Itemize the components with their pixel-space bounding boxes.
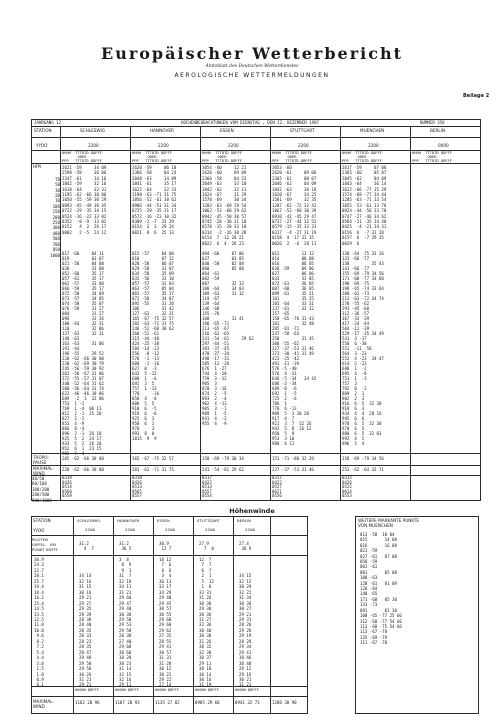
pressure-level: 20 [55,193,60,199]
gipfel-value: 31.2 36 5 [119,541,132,552]
maxwind-data: 220 -62 -66 30 88 [62,467,104,472]
station-code: 2200 [158,143,169,148]
pressure-level: 1000 [50,252,60,258]
station-name: STUTTGART [290,128,315,133]
wind-footer: 00000 DDFFF [155,688,179,692]
gipfel-value: 30.9 12 7 [159,541,172,552]
divider [60,126,61,500]
significant-level-data: 015 -57 04 08 018 07 12 028 -58 06 07 029 -58 31 07 034 -58 35 09 035 -56 33 10 057 -57 31 03 063 -57 05 04 065 -57 35 17 072 -58 34 07 095 -55 31 20 106 31 42 127 -63 32 31 165 -67 -75 32 57 202 -63 -71 31 75 246 -51 -60 30 62 260 -52 -61 315 -44 -48 424 -25 -30 504 -14 -23 556 -8 -12 570 -1 -13 600 -1 -16 627 0 -3 642 5 -12 680 1 -6 692 3 5 757 1 -13 770 -16 850 4 -8 888 5 5 910 6 -5 919 6 -6 925 6 3 950 6 1 970 3 993 8 0 1015 9 9 [132,251,174,441]
bulletin-title: Europäischer Wetterbericht [101,44,403,63]
hoehenwinde-heading: Höhenwinde [229,507,275,515]
wind-footer: 00000 DDFFF [195,688,219,692]
divider [31,465,480,466]
layer-data: 0317 0422 0527 0621 0556 [272,475,282,498]
divider [31,137,480,138]
wind-values: 12 7 7 7 6 7 2 1 5 12 1 8 33 31 31 26 30 38 29 30 30 36 31 27 32 36 30 40 30 38 31 26 30 32 32 38 30 37 29 11 30 18 30 14 30 16 31 19 [199,557,214,688]
column-header: HHHH TTTDTD DDFFF ODER PPP TTTDTD DDFFF [272,151,312,164]
maxwind-data: 227 -37 -53 31 46 [272,467,314,472]
weitere-values: 013 -58 10 04 015 14 08 016 16 08 021 -59 027 -61 07 08 058 -59 063 -61 081 05 08 100 -63 120 -61 01 09 126 -64 140 -65 171 -68 05 30 133 -73 091 01 30 100 -65 -77 25 66 112 -68 -77 54 66 112 -68 -75 54 66 113 -67 -78 135 -69 -79 111 -67 -78 [360,532,402,646]
significant-level-data: 094 -60 07 06 037 03 05 040 -58 02 08 060 05 08 064 -61 082 -59 087 32 13 100 -64 34 03 109 -63 31 12 119 -67 139 -64 146 -68 155 -70 168 31 41 190 -65 -71 213 -65 -67 216 -62 -65 241 -54 -61 29 62 297 -44 -51 393 -37 -45 470 -27 -34 490 -17 -31 505 -12 -26 676 1 -27 744 4 -20 759 3 -12 905 3 870 3 -16 874 2 -5 893 2 -4 902 4 -13 905 3 -1 909 1 -5 941 4 -2 955 4 -9 [202,251,254,426]
max-wind-value: 0985 29 60 [195,700,220,705]
bulletin-subtitle: Amtsblatt des Deutschen Wetterdienstes [205,64,299,69]
station-code: 2200 [298,143,309,148]
layer-labels: 40/50 60/100 100/200 200/500 500/1000 [32,476,52,503]
maxwind-data: 253 -62 -64 32 71 [342,467,384,472]
tropopause-data: 151 -71 -80 33 29 [272,456,314,461]
layer-data: 0318 0426 0513 0565 0557 [132,475,142,498]
station-label: STATION [34,128,52,133]
pressure-level: 70 [55,176,60,182]
column-header: HHHH TTTDTD DDFFF ODER PPP TTTDTD DDFFF [62,151,102,164]
pressure-level: 100 [52,203,60,209]
divider [73,516,74,713]
pressure-level: 300 [52,225,60,231]
layer-data [412,476,479,499]
max-wind-value: 1182 28 96 [75,700,100,705]
max-wind-value: 1135 27 82 [155,700,180,705]
column-header: HHHH TTTDTD DDFFF ODER PPP TTTDTD DDFFF [412,151,452,164]
maxwind-data: 201 -63 -71 31 75 [132,467,174,472]
wind-station-code: 2206 [205,527,215,532]
column-header: HHHH TTTDTD DDFFF ODER PPP TTTDTD DDFFF [342,151,382,164]
pressure-level: 150 [52,209,60,215]
wind-station-code: 2206 [165,527,175,532]
wind-values: 18 12 7 6 8 6 3 4 36 13 33 17 34 29 29 48 29 45 30 57 30 55 29 60 29 60 29 62 27 35 28 55 29 41 30 57 31 31 31 28 30 12 30 22 29 22 27 14 [159,557,172,688]
standard-level-data: 3054 -60 12 21 2620 -60 09 09 2366 -58 04 23 2049 -63 33 10 1842 -62 32 11 1624 -67 31 29 1578 -69 30 34 1203 -63 -69 29 54 1062 -53 -60 29 62 0942 -45 -50 30 57 0742 -28 -30 31 18 0578 -15 -20 33 18 0314 -2 -26 30 28 0154 7 -12 28 21 0022 6 4 28 23 [202,165,247,246]
divider [31,453,480,454]
station-code: 0000 [438,143,449,148]
standard-level-data: 2617 -59 07 08 2365 -60 05 07 2045 -62 04 09 1843 -64 36 14 1622 -66 -77 35 29 1574 -68 -77 34 44 1205 -63 -71 33 54 1055 -53 -61 33 76 0924 -44 -56 33 70 0747 -27 -46 34 62 0584 -11 -35 34 48 0425 -4 -21 34 31 0156 6 -7 31 20 0157 6 -7 29 15 0029 6 [342,165,387,246]
wind-station-name: HANNOVER [117,518,140,523]
wind-station-name: STUTTGART [197,518,220,523]
wind-station-label: STATION [33,518,51,523]
tropopause-data: 158 -69 -79 30 34 [202,456,244,461]
standard-level-data: 3053 -60 2620 -61 09 06 2365 -61 08 07 2046 -62 04 09 1842 -63 36 18 1620 -67 34 25 1581 -69 32 35 1207 -62 -72 32 42 1067 -52 -60 30 39 0910 -42 -45 29 47 0737 -27 -44 32 52 0579 -15 -35 33 33 0317 -4 -27 31 19 0158 4 -17 31 15 0026 2 -6 28 11 [272,165,317,246]
gipfel-label: PILOTEN GIPFEL- KM PUNKT DDFFF [32,537,59,552]
km-levels: 30.9 24.3 22.7 20.1 25.7 19.4 18.4 16.2 15.4 14.5 13.5 12.5 11.8 10.0 9.6 8.2 7.2 5.4 4.4 3.0 1.5 1.0 0.9 0.1 [34,557,44,688]
standard-level-data: 2620 -59 06 10 2366 -58 04 24 2048 -63 34 09 1841 -61 35 17 1622 -64 32 33 1198 -63 -71 31 75 1056 -52 -61 30 62 0906 -44 -51 31 34 0725 -29 -35 31 17 0572 -16 -23 30 32 0309 -2 -7 31 29 0154 3 3 29 24 0021 8 6 25 13 [132,165,177,235]
wind-station-name: SCHLESWIG [77,518,101,523]
station-code: 2200 [368,143,379,148]
tropopause-data: 158 -69 -79 34 56 [342,456,384,461]
station-name: SCHLESWIG [80,128,105,133]
divider [340,126,341,500]
divider [31,126,480,127]
hpa-label: HPA [33,164,42,169]
section-heading: AEROLOGISCHE WETTERMELDUNGEN [174,72,330,79]
pressure-level: 700 [52,241,60,247]
maximalwind-wind-label: MAXIMAL- WIND [33,699,54,709]
max-wind-value: 1187 28 93 [115,700,140,705]
station-name: ESSEN [220,128,234,133]
pressure-level: 50 [55,182,60,188]
pressure-level: 10 [55,198,60,204]
wind-station-name: ESSEN [157,518,170,523]
tropopause-data: 205 -62 -66 30 88 [62,456,104,461]
standard-level-data [412,165,479,249]
wind-station-code: 2206 [245,527,255,532]
wind-station-code: 2206 [85,527,95,532]
station-name: BERLIN [430,128,446,133]
standard-level-data: 2621 -59 34 09 2598 -58 36 06 2247 -61 34 16 1842 -59 32 16 1618 -64 32 31 1195 -62 -66 30 06 1050 -55 -59 30 29 0893 -45 -49 30 45 0722 -29 -35 34 15 0524 -16 -22 33 02 0352 -8 -9 33 02 0152 4 2 26 17 0002 2 -5 24 12 [62,165,107,235]
wind-values: 34 15 32 12 30 29 32 22 31 34 30 36 30 27 29 21 29 31 28 26 29 28 29 19 28 28 29 34 29 41 30 46 30 48 29 12 29 16 30 21 31 21 [239,573,252,688]
station-code: 2200 [88,143,99,148]
maximalwind-label: MAXIMAL- WIND [33,466,54,476]
station-name: HANNOVER [150,128,174,133]
wind-station-code: 2206 [125,527,135,532]
column-header: HHHH TTTDTD DDFFF ODER PPP TTTDTD DDFFF [132,151,172,164]
wind-footer: 00000 DDFFF [75,688,99,692]
tropopause-data: 165 -67 -75 32 57 [132,456,174,461]
divider [200,126,201,500]
jahrgang-label: JAHRGANG 12 [34,120,62,125]
gipfel-value: 31.2 4 7 [79,541,94,552]
max-wind-value: 1260 30 90 [272,700,297,705]
pressure-level: 500 [52,236,60,242]
max-wind-value: 0941 32 73 [235,700,260,705]
column-header: HHHH TTTDTD DDFFF ODER PPP TTTDTD DDFFF [202,151,242,164]
wind-station-name: BERLIN [237,518,252,523]
nummer-label: NUMMER 356 [420,120,445,125]
divider [410,126,411,500]
layer-data: 0315 0426 0522 0614 0553 [342,475,352,498]
significant-level-data: 013 13 12 014 08 08 016 06 05 020 -59 09 06 027 06 06 033 33 05 072 -61 36 05 087 -60 36 05 099 -61 35 21 101 35 25 105 -64 33 31 137 -61 33 22 157 -65 158 -65 -70 31 43 181 32 48 205 -61 -71 237 -58 -63 258 31 45 300 -55 -62 327 -37 -53 31 46 373 -30 -41 31 49 423 -25 -42 491 -11 -39 576 -5 -40 576 4 -31 646 -5 -34 34 42 686 -3 -34 689 -0 -6 692 1 -5 725 2 -6 786 1 770 6 -13 909 5 3 30 20 917 4 7 921 3 7 32 26 942 5 8 26 12 950 5 9 953 3 10 980 6 11 [272,251,317,446]
pressure-level: 400 [52,230,60,236]
gipfel-value: 27.9 7 8 [199,541,214,552]
wind-footer: 00000 DDFFF [115,688,139,692]
pressure-level: 250 [52,220,60,226]
beilage-label: Beilage 2 [463,93,490,99]
pressure-level: 30 [55,187,60,193]
layer-data: 0319 0426 0514 0560 0559 [62,475,72,498]
wind-values: 3 8 8 9 9 3 31 7 32 18 34 11 31 21 29 60 29 47 29 40 30 38 29 50 29 53 29 58 28 38 27 40 29 68 30 60 30 20 30 23 31 14 32 15 32 16 29 11 [119,557,132,688]
date-line: HOCHENBEOBACHTUNGEN VOM DIENSTAG , DEN 22. DEZEMBER 1987 [181,120,320,125]
divider [270,126,271,500]
divider [130,126,131,500]
station-name: MUENCHEN [360,128,385,133]
layer-data: 0317 0422 0513 0557 0554 [202,475,212,498]
significant-level-data: 130 -64 -75 33 26 133 -66 -77 138 35 43 141 -66 -77 155 -69 -79 34 56 171 -68 -77 34 60 190 -69 -75 198 -65 -74 33 64 208 -62 -73 213 -63 -72 34 74 270 -55 -62 291 -45 -60 312 -36 -57 367 -33 -39 417 -24 -44 504 -11 -39 529 -17 -35 34 49 541 3 -37 550 6 -38 551 -11 -58 564 3 -23 552 4 -23 34 47 614 3 -23 688 1 -2 695 4 -8 753 1 -3 757 3 792 0 -2 809 2 1 902 2 3 916 6 5 32 30 918 6 3 934 4 4 28 16 945 6 6 970 6 5 32 30 978 6 5 980 6 5 32 03 992 4 5 996 5 4 [342,251,384,446]
weitere-label: WEITERE MARKANTE PUNKTE VON MUENCHEN [358,518,420,528]
wind-footer: 00000 DDFFF [235,688,259,692]
tropopause-label: TROPO- PAUSE [33,455,50,465]
yyoo-label: YYOO [36,143,48,148]
maxwind-data: 241 -54 -61 29 62 [202,467,244,472]
pressure-level: 200 [52,214,60,220]
wind-values: 34 14 32 16 31 15 30 16 29 21 29 27 29 35 28 39 28 38 28 40 28 35 28 33 28 23 28 35 28 47 29 48 29 50 29 58 30 26 31 23 29 21 [79,573,92,688]
wind-yyoo-label: YYOO [33,528,45,533]
pressure-level: 850 [52,247,60,253]
gipfel-value: 27.4 36 9 [239,541,252,552]
station-code: 2200 [228,143,239,148]
significant-level-data [412,251,479,452]
maxwind-data [412,467,479,474]
pressure-levels [42,166,60,269]
tropopause-data [412,456,479,464]
significant-level-data: 017 -60 04 11 019 03 07 021 -58 04 08 038 33 08 052 -60 35 17 057 -61 35 17 062 -57 33 08 066 -59 35 17 072 -58 34 09 073 -57 34 05 074 -58 35 07 076 -59 31 27 084 31 27 096 33 26 100 -64 32 31 110 32 06 137 -63 32 31 148 -63 163 -63 31 06 191 -44 196 -55 29 52 220 -62 -66 30 88 230 -62 -69 30 79 245 -56 -59 30 92 262 -56 -67 31 06 272 -55 -57 31 07 340 -52 -64 31 62 500 -56 -64 31 74 622 -46 -46 30 86 689 -2 3 32 06 753 1 -1 769 1 -4 06 11 812 2 -1 25 20 827 2 -2 853 4 -9 866 8 -4 896 2 -1 26 18 925 5 2 24 17 933 5 2 26 20 952 6 1 23 15 982 7 4 [62,251,104,456]
